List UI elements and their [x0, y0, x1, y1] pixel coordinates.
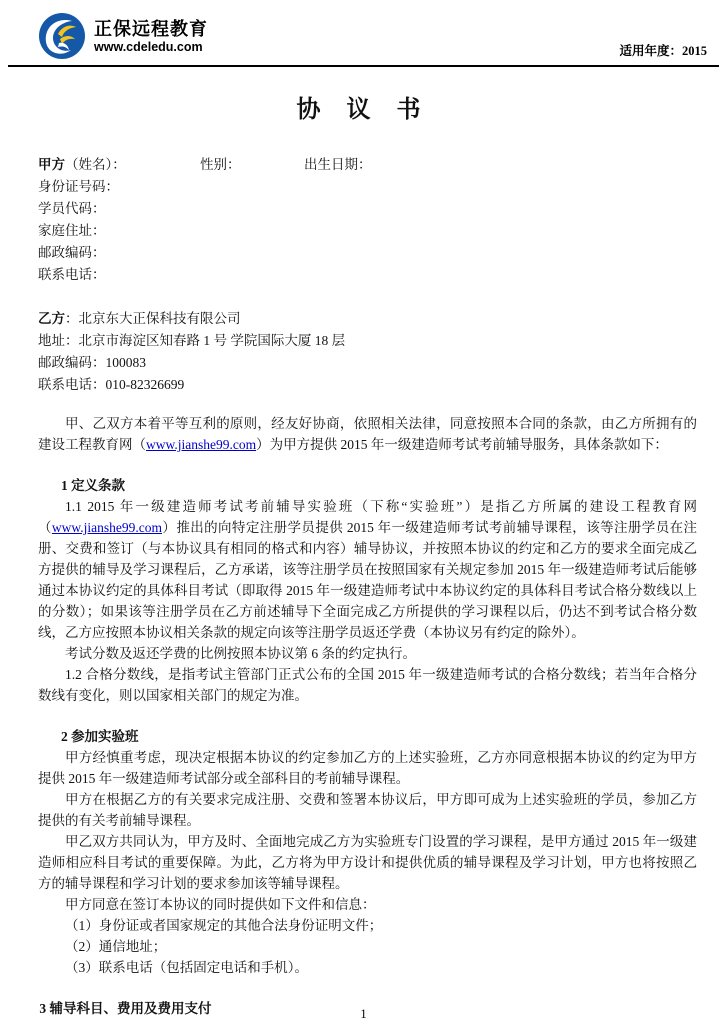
party-b-company: ：北京东大正保科技有限公司 [65, 311, 241, 326]
brand-logo-icon [38, 12, 86, 60]
party-b-phone-line: 联系电话：010-82326699 [38, 377, 185, 392]
section-1-heading: 1 定义条款 [60, 478, 126, 493]
document-list-item: （1）身份证或者国家规定的其他合法身份证明文件； [65, 918, 383, 933]
intro-text-before: 甲、乙双方本着平等互利的原则，经友好协商，依照相关法律，同意按照本合同的条款，由乙方所拥有的建设工程教育网（ [38, 416, 697, 452]
party-a-name-field [38, 154, 200, 176]
party-b-label: 乙方 [38, 311, 65, 326]
document-list-item: （3）联系电话（包括固定电话和手机）。 [65, 960, 308, 975]
jianshe99-link[interactable]: www.jianshe99.com [146, 437, 257, 452]
brand-logo [38, 12, 208, 60]
section-2-paragraph-2: 甲方在根据乙方的有关要求完成注册、交费和签署本协议后，甲方即可成为上述实验班的学员，参加乙方提供的有关考前辅导课程。 [38, 792, 697, 828]
party-b-postcode-line: 邮政编码：100083 [38, 355, 146, 370]
party-b-block [38, 308, 697, 396]
party-a-gender-field: 性别： [200, 157, 241, 172]
clause-1-1-note-paragraph: 考试分数及返还学费的比例按照本协议第 6 条的约定执行。 [65, 646, 416, 661]
clause-1-2-paragraph: 1.2 合格分数线，是指考试主管部门正式公布的全国 2015 年一级建造师考试的合格分数线；若当年合格分数线有变化，则以国家相关部门的规定为准。 [38, 667, 697, 703]
section-2-paragraph-3: 甲乙双方共同认为，甲方及时、全面地完成乙方为实验班专门设置的学习课程，是甲方通过 2015 年一级建造师相应科目考试的重要保障。为此，乙方将为甲方设计和提供优质的辅导课程及学习计划，甲方也将按照乙方的辅导课程和学习计划的要求参加该等辅导课程。 [38, 834, 697, 891]
document-title: 协 议 书 [296, 97, 431, 123]
party-a-postcode-field: 邮政编码： [38, 245, 106, 260]
section-2-paragraph-4: 甲方同意在签订本协议的同时提供如下文件和信息： [65, 897, 376, 912]
clause-1-1-paragraph [38, 496, 697, 643]
party-a-address-field: 家庭住址： [38, 223, 106, 238]
party-a-label: 甲方 [38, 157, 65, 172]
jianshe99-link-2[interactable]: www.jianshe99.com [51, 520, 163, 535]
party-a-student-code-field: 学员代码： [38, 201, 106, 216]
intro-paragraph [38, 413, 697, 455]
section-2-paragraph-1: 甲方经慎重考虑，现决定根据本协议的约定参加乙方的上述实验班，乙方亦同意根据本协议的约定为甲方提供 2015 年一级建造师考试部分或全部科目的考前辅导课程。 [38, 750, 697, 786]
intro-text-after: ）为甲方提供 2015 年一级建造师考试考前辅导服务，具体条款如下： [256, 437, 668, 452]
document-body [38, 154, 697, 1019]
party-a-line-1 [38, 154, 697, 176]
brand-text-block [94, 18, 208, 55]
party-a-phone-field: 联系电话： [38, 267, 106, 282]
applicable-year-label: 适用年度：2015 [619, 44, 707, 58]
party-a-name-suffix: （姓名）： [65, 157, 126, 172]
section-2-heading: 2 参加实验班 [60, 729, 139, 744]
clause-1-1-text-before: 1.1 2015 年一级建造师考试考前辅导实验班（下称“实验班”）是指乙方所属的建设工程教育网（ [38, 499, 697, 535]
clause-1-1-text-after: ）推出的向特定注册学员提供 2015 年一级建造师考试考前辅导课程，该等注册学员在注册、交费和签订（与本协议具有相同的格式和内容）辅导协议，并按照本协议的约定和乙方的要求全面完成乙方提供的辅导及学习课程后，乙方承诺，该等注册学员在按照国家有关规定参加 2015 年一级建造师考试后能够通过本协议约定的具体科目考试（即取得 2015 年一级建造师考试中本协议约定的具体科目考试合格分数线以上的分数）；如果该等注册学员在乙方前述辅导下全面完成乙方所提供的学习课程以后，仍达不到考试合格分数线，乙方应按照本协议相关条款的规定向该等注册学员返还学费（本协议另有约定的除外）。 [38, 520, 698, 640]
party-b-name-line [38, 308, 697, 330]
brand-website: www.cdeledu.com [94, 39, 203, 54]
party-b-address-line: 地址：北京市海淀区知春路 1 号 学院国际大厦 18 层 [38, 333, 346, 348]
party-a-id-field: 身份证号码： [38, 179, 119, 194]
page-number: 1 [360, 1007, 367, 1021]
document-header [0, 0, 727, 63]
header-divider [8, 65, 719, 67]
document-list-item: （2）通信地址； [65, 939, 167, 954]
section-3-heading: 3 辅导科目、费用及费用支付 [39, 1001, 212, 1016]
brand-name: 正保远程教育 [94, 18, 208, 39]
party-a-block [38, 154, 697, 286]
party-a-birth-field: 出生日期： [304, 157, 372, 172]
